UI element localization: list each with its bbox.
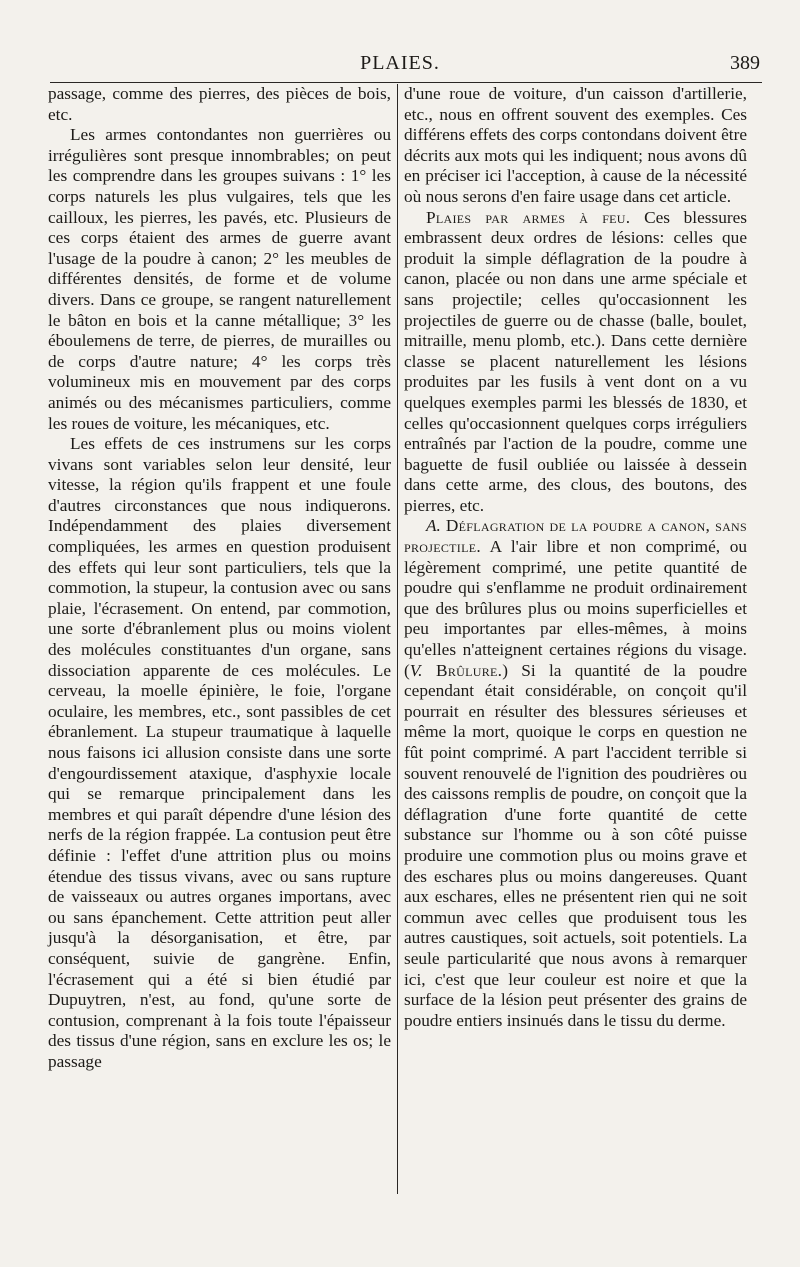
right-column [404, 84, 747, 1031]
column-divider [397, 84, 398, 1194]
left-column [48, 84, 391, 1073]
running-title: PLAIES. [360, 52, 440, 74]
subsection-letter: A. [426, 516, 441, 536]
subsection-heading: Déflagration de la poudre a canon, sans projectile. [404, 516, 747, 557]
running-header [0, 52, 800, 80]
cross-reference-v: V. [409, 660, 423, 680]
right-paragraph-2 [404, 208, 747, 517]
header-rule [50, 82, 762, 83]
section-heading-firearms: Plaies par armes à feu. [426, 207, 631, 227]
right-paragraph-3-text-a: A l'air libre et non comprimé, ou légèrement comprimé, une petite quantité de poudre qui s'enflamme ne produit ordinairement que des brûlures plus ou moins superficielles et peu importantes par elles-mêmes, à moins qu'elles n'atteignent certaines régions du visage. ( [404, 537, 747, 680]
left-paragraph-2: Les armes contondantes non guerrières ou irrégulières sont presque innombrables; on peut les comprendre dans les groupes suivans : 1° les corps naturels les plus vulgaires, tels que les cailloux, les pierres, les pavés, etc. Plusieurs de ces corps étaient des armes de guerre avant l'usage de la poudre à canon; 2° les meubles de différentes densités, de forme et de volume divers. Dans ce groupe, se rangent naturellement le bâton en bois et la canne métallique; 3° les éboulemens de terre, de pierres, de murailles ou de corps d'autre nature; 4° les corps très volumineux mis en mouvement par des corps animés ou des mécanismes particuliers, comme les roues de voiture, les mécaniques, etc. [48, 125, 391, 433]
cross-reference-word: Brûlure. [422, 660, 503, 680]
left-paragraph-3: Les effets de ces instrumens sur les corps vivans sont variables selon leur densité, leur vitesse, la région qu'ils frappent et une foule d'autres circonstances que nous indiquerons. Indépendamment des plaies diversement compliquées, les armes en question produisent des effets qui leur sont particuliers, tels que la commotion, la stupeur, la contusion avec ou sans plaie, l'écrasement. On entend, par commotion, une sorte d'ébranlement plus ou moins violent des molécules constituantes d'un organe, sans dissociation apparente de ces molécules. Le cerveau, la moelle épinière, le foie, l'organe oculaire, les membres, etc., sont passibles de cet ébranlement. La stupeur traumatique à laquelle nous faisons ici allusion consiste dans une sorte d'engourdissement ataxique, d'asphyxie locale qui se remarque principalement dans les membres et qui paraît dépendre d'une lésion des nerfs de la région frappée. La contusion peut être définie : l'effet d'une attrition plus ou moins étendue des tissus vivans, avec ou sans rupture de vaisseaux ou autres organes importans, avec ou sans épanchement. Cette attrition peut aller jusqu'à la désorganisation, et être, par conséquent, suivie de gangrène. Enfin, l'écrasement qui a été si bien étudié par Dupuytren, n'est, au fond, qu'une sorte de contusion, comprenant à la fois toute l'épaisseur des tissus d'une région, sans en exclure les os; le passage [48, 434, 391, 1071]
right-paragraph-2-text: Ces blessures embrassent deux ordres de lésions: celles que produit la simple déflagration de la poudre à canon, placée ou non dans une arme spéciale et sans projectile; celles qu'occasionnent les projectiles de guerre ou de chasse (balle, boulet, mitraille, menu plomb, etc.). Dans cette dernière classe se placent naturellement les lésions produites par les fusils à vent dont on a vu quelques exemples parmi les blessés de 1830, et celles qu'occasionnent quelques corps irréguliers entraînés par l'action de la poudre, comme une baguette de fusil oubliée ou laissée à dessein dans cette arme, des clous, des boutons, des pierres, etc. [404, 207, 748, 515]
right-paragraph-1: d'une roue de voiture, d'un caisson d'artillerie, etc., nous en offrent souvent des exemples. Ces différens effets des corps contondans doivent être décrits aux mots qui les indiquent; nous avons dû en préciser ici l'acception, à cause de la nécessité où nous serons d'en faire usage dans cet article. [404, 84, 747, 206]
left-paragraph-1: passage, comme des pierres, des pièces de bois, etc. [48, 84, 391, 124]
right-paragraph-3 [404, 516, 747, 1031]
right-paragraph-3-text-b: ) Si la quantité de la poudre cependant était considérable, on conçoit qu'il pourrait en résulter des blessures sérieuses et même la mort, quoique le corps en question ne fût point comprimé. A part l'accident terrible si souvent renouvelé de l'ignition des poudrières ou des caissons remplis de poudre, on conçoit que la déflagration d'une forte quantité de cette substance sur l'homme ou à son côté puisse produire une commotion plus ou moins grave et des eschares plus ou moins dangereuses. Quant aux eschares, elles ne présentent rien qui ne soit commun avec celles que produisent tous les autres caustiques, soit actuels, soit potentiels. La seule particularité que nous avons à remarquer ici, c'est que leur couleur est noire et que la surface de la lésion peut présenter des grains de poudre entiers insinués dans le tissu du derme. [404, 660, 747, 1030]
page-number: 389 [730, 52, 760, 74]
